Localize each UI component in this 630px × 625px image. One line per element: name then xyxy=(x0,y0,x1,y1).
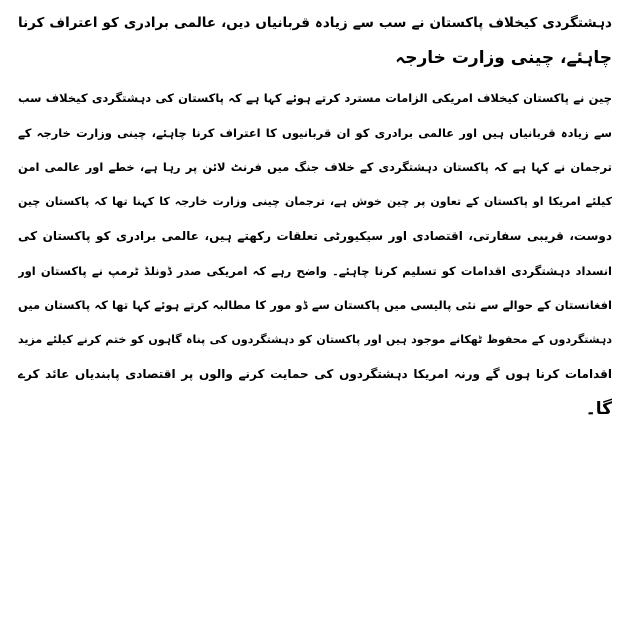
headline-line: دہشتگردی کیخلاف پاکستان نے سب سے زیادہ قربانیاں دیں، عالمی برادری کو اعتراف کرنا xyxy=(18,15,612,31)
body-line: دوست، قریبی سفارتی، اقتصادی اور سیکیورٹی تعلقات رکھتے ہیں، عالمی برادری کو پاکستان کی xyxy=(18,229,612,243)
body-line: دہشتگردوں کے محفوظ ٹھکانے موجود ہیں اور پاکستان کو دہشتگردوں کی پناہ گاہوں کو ختم کرنے کیلئے مزید xyxy=(18,332,612,346)
body-line: چین نے پاکستان کیخلاف امریکی الزامات مسترد کرتے ہوئے کہا ہے کہ پاکستان کی دہشتگردی کیخلاف سب xyxy=(18,91,612,105)
body-line: اقدامات کرنا ہوں گے ورنہ امریکا دہشتگردوں کی حمایت کرنے والوں پر اقتصادی پابندیاں عائد کرے xyxy=(18,367,612,381)
body-line: کیلئے امریکا او پاکستان کے تعاون پر چین خوش ہے، ترجمان چینی وزارت خارجہ کا کہنا تھا کہ پاکستان چین xyxy=(18,194,612,208)
headline-line: چاہئے، چینی وزارت خارجہ xyxy=(395,47,612,68)
article-body xyxy=(18,81,612,426)
body-line: افغانستان کے حوالے سے نئی پالیسی میں پاکستان سے ڈو مور کا مطالبہ کرتے ہوئے کہا تھا کہ پاکستان میں xyxy=(18,298,612,312)
body-line: ترجمان نے کہا ہے کہ پاکستان دہشتگردی کے خلاف جنگ میں فرنٹ لائن پر رہا ہے، خطے اور عالمی امن xyxy=(18,160,612,174)
body-line: گا۔ xyxy=(585,398,612,419)
body-line: انسداد دہشتگردی اقدامات کو تسلیم کرنا چاہئے۔ واضح رہے کہ امریکی صدر ڈونلڈ ٹرمپ نے پاکستان اور xyxy=(18,263,612,278)
body-line: سے زیادہ قربانیاں ہیں اور عالمی برادری کو ان قربانیوں کا اعتراف کرنا چاہئے، چینی وزارت خارجہ کے xyxy=(18,125,612,140)
article-headline xyxy=(18,6,612,75)
